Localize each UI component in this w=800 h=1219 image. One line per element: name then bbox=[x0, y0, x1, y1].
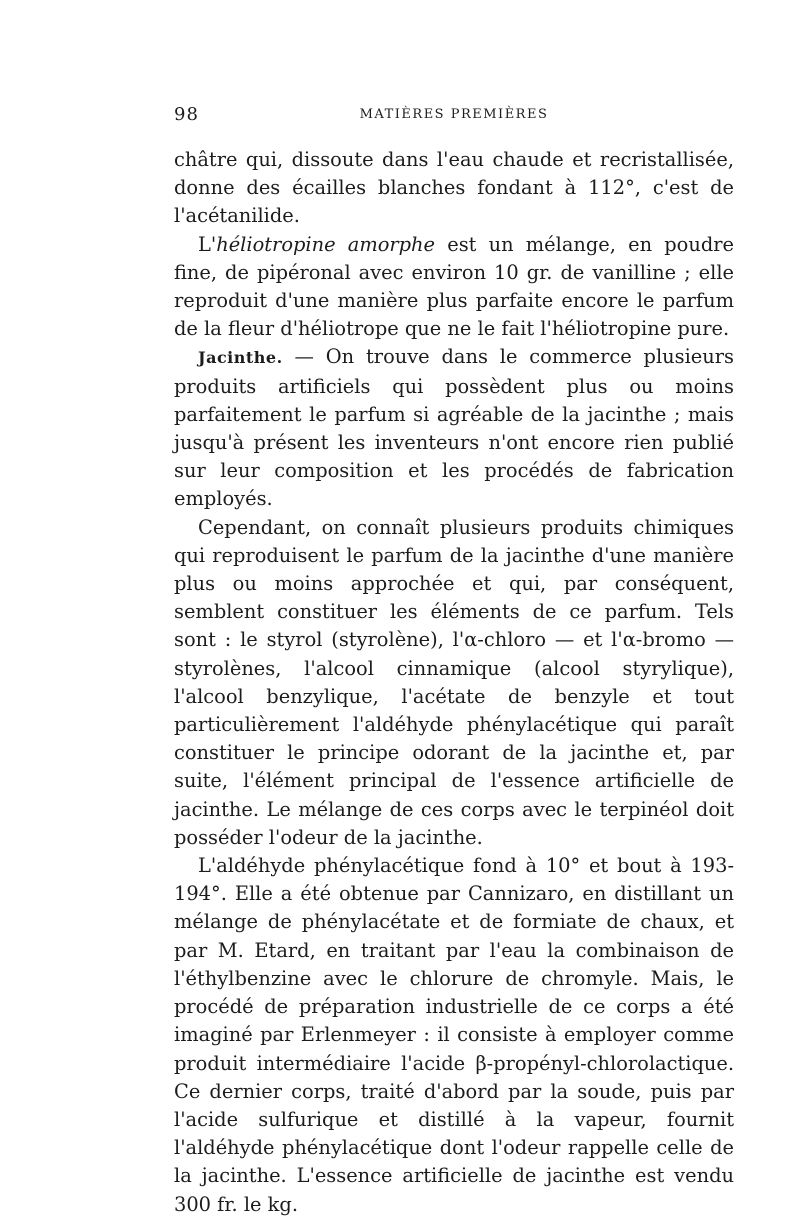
paragraph-acetanilide: châtre qui, dissoute dans l'eau chaude et recristallisée, donne des écailles blanches fondant à 112°, c'est de l'acétanilide. bbox=[174, 148, 734, 228]
body-text bbox=[174, 146, 734, 1219]
paragraph-prefix: L' bbox=[198, 232, 217, 256]
section-heading-jacinthe: Jacinthe. bbox=[198, 348, 283, 368]
paragraph-body: est un mélange, en poudre fine, de pipéronal avec environ 10 gr. de vanilline ; elle reproduit d'une manière plus parfaite encore le parfum de la fleur d'héliotrope que ne le fait l'héliotropine pure. bbox=[174, 232, 734, 341]
page-number: 98 bbox=[174, 104, 199, 125]
paragraph-cependant: Cependant, on connaît plusieurs produits chimiques qui reproduisent le parfum de la jacinthe d'une manière plus ou moins approchée et qui, par conséquent, semblent constituer les éléments de ce parfum. Tels sont : le styrol (styrolène), l'α-chloro — et l'α-bromo — styrolènes, l'alcool cinnamique (alcool styrylique), l'alcool benzylique, l'acétate de benzyle et tout particulièrement l'aldéhyde phénylacétique qui paraît constituer le principe odorant de la jacinthe et, par suite, l'élément principal de l'essence artificielle de jacinthe. Le mélange de ces corps avec le terpinéol doit posséder l'odeur de la jacinthe. bbox=[174, 515, 734, 849]
running-title: MATIÈRES PREMIÈRES bbox=[359, 107, 549, 122]
paragraph-aldehyde: L'aldéhyde phénylacétique fond à 10° et bout à 193-194°. Elle a été obtenue par Cannizaro, en distillant un mélange de phénylacétate et de formiate de chaux, et par M. Etard, en traitant par l'eau la combinaison de l'éthylbenzine avec le chlorure de chromyle. Mais, le procédé de préparation industrielle de ce corps a été imaginé par Erlenmeyer : il consiste à employer comme produit intermédiaire l'acide β-propényl-chlorolactique. Ce dernier corps, traité d'abord par la soude, puis par l'acide sulfurique et distillé à la vapeur, fournit l'aldéhyde phénylacétique dont l'odeur rappelle celle de la jacinthe. L'essence artificielle de jacinthe est vendu 300 fr. le kg. bbox=[174, 854, 734, 1216]
page-header bbox=[174, 104, 734, 126]
paragraph-body: — On trouve dans le commerce plusieurs produits artificiels qui possèdent plus ou moins parfaitement le parfum si agréable de la jacinthe ; mais jusqu'à présent les inventeurs n'ont encore rien publié sur leur composition et les procédés de fabrication employés. bbox=[174, 345, 734, 511]
paragraph-jacinthe bbox=[174, 343, 734, 513]
paragraph-heliotropine bbox=[174, 231, 734, 344]
term-heliotropine-amorphe: héliotropine amorphe bbox=[216, 232, 436, 256]
